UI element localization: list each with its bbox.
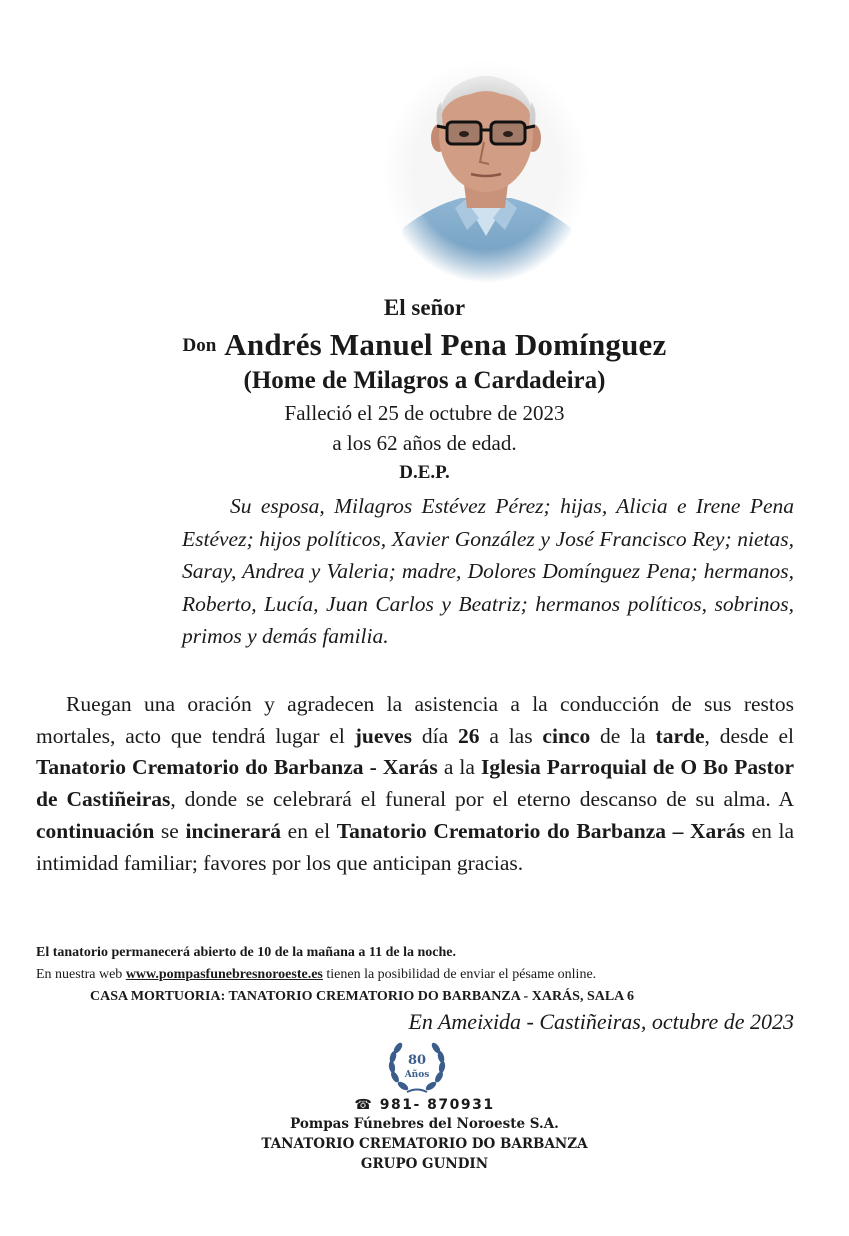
- laurel-wreath-icon: [385, 1037, 449, 1097]
- web-note-text: En nuestra web: [36, 967, 126, 982]
- request-text: a la: [437, 755, 482, 780]
- request-text: en el: [281, 818, 337, 843]
- request-text: , donde se celebrará el funeral por el eterno descanso de su alma. A: [170, 787, 794, 812]
- age-at-death: a los 62 años de edad.: [332, 431, 517, 455]
- request-text: día: [412, 723, 458, 748]
- deceased-name: Andrés Manuel Pena Domínguez: [224, 327, 667, 362]
- request-bold-church: Iglesia Parroquial de O Bo Pastor de Castiñeiras: [36, 755, 795, 812]
- request-text: , desde el: [704, 723, 795, 748]
- portrait-image: [381, 58, 591, 284]
- dep-abbreviation: D.E.P.: [399, 462, 450, 483]
- phone-number: 981- 870931: [379, 1097, 495, 1113]
- web-condolence-note: [36, 967, 596, 983]
- prefix-title: El señor: [383, 295, 466, 320]
- telephone-icon: ☎: [354, 1097, 380, 1113]
- request-bold-cremation: incinerará: [185, 818, 282, 843]
- seal-years: Años: [404, 1070, 430, 1080]
- request-text: en la intimidad familiar; favores por los que anticipan gracias.: [36, 818, 795, 875]
- opening-hours-note: El tanatorio permanecerá abierto de 10 de la mañana a 11 de la noche.: [36, 945, 456, 960]
- request-text: se: [154, 818, 186, 843]
- request-bold-time: tarde: [655, 723, 705, 748]
- website-link[interactable]: www.pompasfunebresnoroeste.es: [125, 967, 323, 982]
- request-bold-origin: Tanatorio Crematorio do Barbanza - Xarás: [36, 755, 438, 780]
- family-paragraph: Su esposa, Milagros Estévez Pérez; hijas, Alicia e Irene Pena Estévez; hijos políticos, Xavier González y José Francisco Rey; nietas, Saray, Andrea y Valeria; madre, Dolores Domínguez Pena; hermanos, Roberto, Lucía, Juan Carlos y Beatriz; hermanos políticos, sobrinos, primos y demás familia.: [182, 494, 794, 648]
- place-and-date: En Ameixida - Castiñeiras, octubre de 2023: [408, 1009, 794, 1034]
- portrait-photo: [381, 58, 591, 284]
- request-bold-continuation: continuación: [36, 818, 155, 843]
- request-paragraph: [36, 689, 794, 879]
- request-text: Ruegan una oración y agradecen la asistencia a la conducción de sus restos mortales, acto que tendrá lugar el: [36, 692, 794, 748]
- group-name: GRUPO GUNDIN: [360, 1156, 489, 1172]
- death-date: Falleció el 25 de octubre de 2023: [284, 401, 565, 425]
- tanatorio-name: TANATORIO CREMATORIO DO BARBANZA: [261, 1136, 588, 1152]
- request-bold-day: jueves: [354, 723, 413, 748]
- nickname: (Home de Milagros a Cardadeira): [243, 367, 606, 394]
- request-text: a las: [479, 723, 543, 748]
- web-note-text: tienen la posibilidad de enviar el pésame online.: [322, 967, 597, 982]
- honorific: Don: [182, 335, 217, 356]
- anniversary-seal: [385, 1037, 449, 1097]
- request-bold-place: Tanatorio Crematorio do Barbanza – Xarás: [336, 818, 745, 843]
- company-name: Pompas Fúnebres del Noroeste S.A.: [290, 1116, 559, 1132]
- seal-number: 80: [407, 1053, 427, 1068]
- deceased-name-line: [0, 327, 849, 363]
- request-bold-number: 26: [457, 723, 480, 748]
- mortuary-location: CASA MORTUORIA: TANATORIO CREMATORIO DO BARBANZA - XARÁS, SALA 6: [90, 989, 635, 1004]
- phone-line: [0, 1097, 849, 1113]
- request-text: de la: [590, 723, 656, 748]
- request-bold-hour: cinco: [542, 723, 591, 748]
